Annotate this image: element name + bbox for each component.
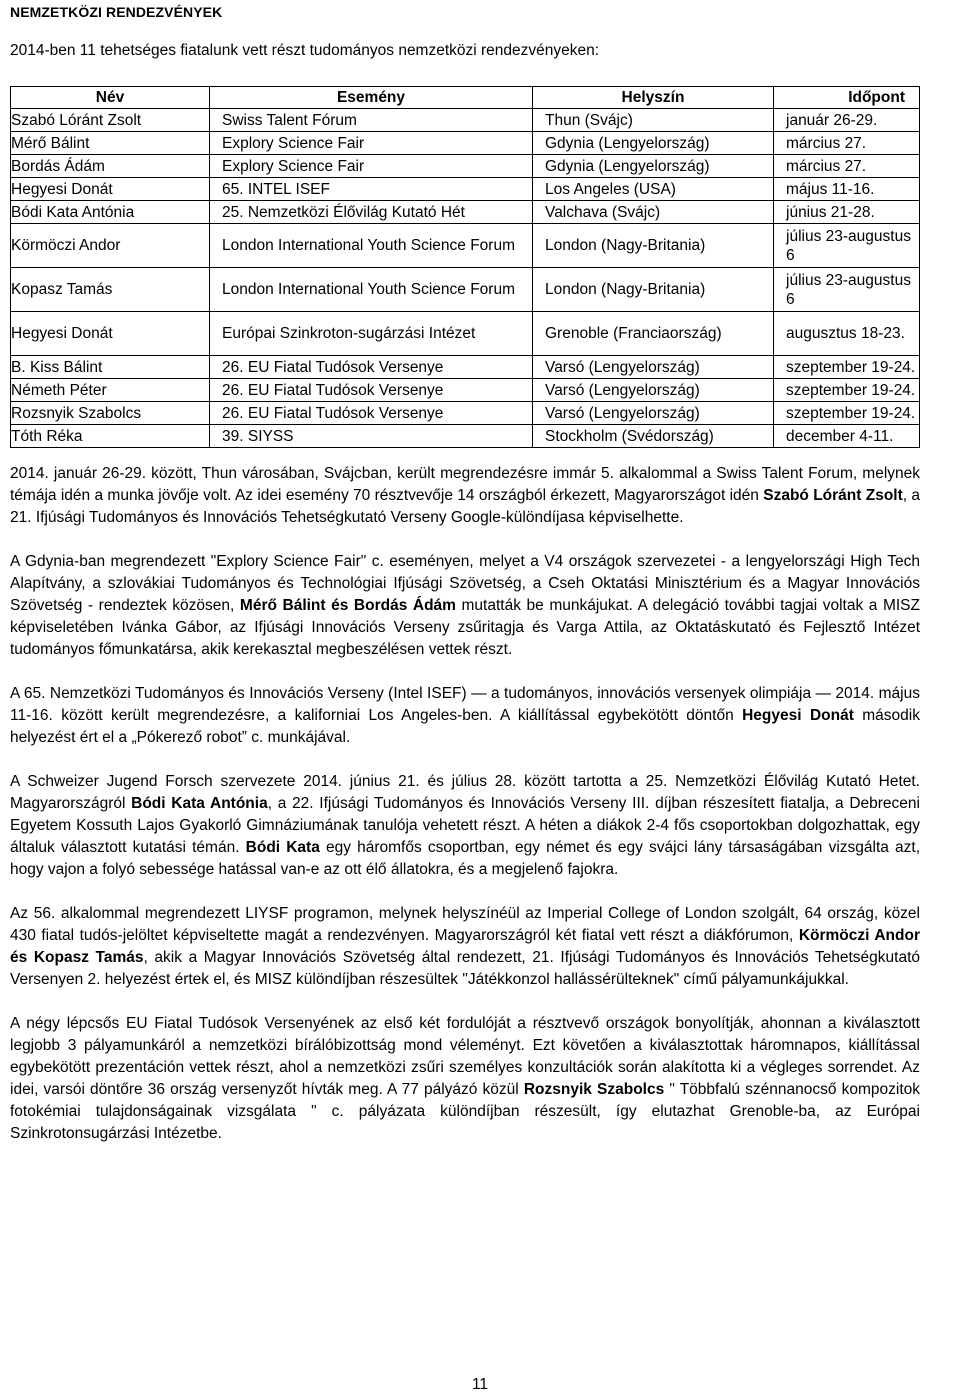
bold-name: Szabó Lóránt Zsolt <box>763 487 903 504</box>
bold-name: Hegyesi Donát <box>742 707 854 724</box>
table-row <box>11 379 920 402</box>
cell-location: Valchava (Svájc) <box>533 201 774 224</box>
cell-event: 25. Nemzetközi Élővilág Kutató Hét <box>210 201 533 224</box>
cell-name: Szabó Lóránt Zsolt <box>11 109 210 132</box>
cell-name: Bordás Ádám <box>11 155 210 178</box>
cell-name: Hegyesi Donát <box>11 312 210 356</box>
text-run: második helyezést ért el a „Pókerező robot” c. munkájával. <box>10 707 920 746</box>
cell-name: Rozsnyik Szabolcs <box>11 402 210 425</box>
cell-name: Mérő Bálint <box>11 132 210 155</box>
cell-event: London International Youth Science Forum <box>210 268 533 312</box>
cell-location: London (Nagy-Britania) <box>533 224 774 268</box>
text-run: A Schweizer Jugend Forsch szervezete 2014. június 21. és július 28. között tartotta a 25. Nemzetközi Élővilág Kutató Hetet. Magyarországról <box>10 773 920 812</box>
cell-name: Bódi Kata Antónia <box>11 201 210 224</box>
cell-location: Thun (Svájc) <box>533 109 774 132</box>
cell-date: július 23-augustus 6 <box>774 268 920 312</box>
text-run: , a 21. Ifjúsági Tudományos és Innovációs Tehetségkutató Verseny Google-különdíjasa képviselhette. <box>10 487 921 526</box>
cell-event: Swiss Talent Fórum <box>210 109 533 132</box>
paragraph-swiss-talent <box>10 463 920 529</box>
cell-date: augusztus 18-23. <box>774 312 920 356</box>
page-number: 11 <box>471 1376 489 1393</box>
cell-event: Európai Szinkroton-sugárzási Intézet <box>210 312 533 356</box>
table-row <box>11 109 920 132</box>
events-table <box>10 86 920 448</box>
table-header-row <box>11 87 920 109</box>
text-run: A Gdynia-ban megrendezett "Explory Science Fair" c. eseményen, melyet a V4 országok szervezetei - a lengyelországi High Tech Alapítvány, a szlovákiai Tudományos és Technológiai Ifjúsági Szövetség, a Cseh Oktatási Minisztérium és a Magyar Innovációs Szövetség - rendeztek közösen, <box>10 553 920 614</box>
header-helyszin: Helyszín <box>533 87 774 109</box>
bold-name: Bódi Kata <box>245 839 320 856</box>
cell-name: Hegyesi Donát <box>11 178 210 201</box>
cell-event: 26. EU Fiatal Tudósok Versenye <box>210 379 533 402</box>
paragraph-schweizer <box>10 771 920 881</box>
cell-date: július 23-augustus 6 <box>774 224 920 268</box>
cell-event: London International Youth Science Forum <box>210 224 533 268</box>
events-table-body <box>11 109 920 448</box>
text-run: Az 56. alkalommal megrendezett LIYSF programon, melynek helyszínéül az Imperial College of London szolgált, 64 ország, közel 430 fiatal tudós-jelöltet képviseltette magát a rendezvényen. Magyarországról két fiatal vett részt a diákfórumon, <box>10 905 920 944</box>
text-run: mutatták be munkájukat. A delegáció további tagjai voltak a MISZ képviseletében Ivánka Gábor, az Ifjúsági Innovációs Verseny zsűritagja és Varga Attila, az Oktatáskutató és Fejlesztő Intézet tudományos főmunkatársa, akik kerekasztal megbeszélésen vettek részt. <box>10 597 920 658</box>
cell-name: B. Kiss Bálint <box>11 356 210 379</box>
paragraph-liysf <box>10 903 920 991</box>
text-run: , akik a Magyar Innovációs Szövetség által rendezett, 21. Ifjúsági Tudományos és Innovációs Tehetségkutató Versenyen 2. helyezést értek el, és MISZ különdíjban részesültek "Játékkonzol hallássérülteknek" című pályamunkájukkal. <box>10 949 920 988</box>
section-title: NEMZETKÖZI RENDEZVÉNYEK <box>10 4 223 20</box>
text-run: A négy lépcsős EU Fiatal Tudósok Versenyének az első két fordulóját a résztvevő országok bonyolítják, ahonnan a kiválasztott legjobb 3 pályamunkáról a nemzetközi bírálóbizottság mond véleményt. Ezt követően a kiválasztottak háromnapos, kiállítással egybekötött prezentáción vettek részt, ahol a nemzetközi zsűri személyes konzultációk során alakította ki a végleges sorrendet. Az idei, varsói döntőre 36 ország versenyzőt hívták meg. A 77 pályázó közül <box>10 1015 920 1098</box>
text-run: egy háromfős csoportban, egy német és egy svájci lány társaságában vizsgálta azt, hogy vajon a folyó sebessége hatással van-e az ott élő állatokra, és a megjelenő fajokra. <box>10 839 920 878</box>
table-row <box>11 224 920 268</box>
bold-name: Bódi Kata Antónia <box>131 795 268 812</box>
cell-date: március 27. <box>774 155 920 178</box>
bold-name: Körmöczi Andor és Kopasz Tamás <box>10 927 920 966</box>
table-row <box>11 425 920 448</box>
cell-event: 65. INTEL ISEF <box>210 178 533 201</box>
cell-location: Gdynia (Lengyelország) <box>533 132 774 155</box>
cell-name: Kopasz Tamás <box>11 268 210 312</box>
cell-date: december 4-11. <box>774 425 920 448</box>
cell-location: Varsó (Lengyelország) <box>533 356 774 379</box>
table-row <box>11 178 920 201</box>
table-row <box>11 155 920 178</box>
table-row <box>11 356 920 379</box>
table-row <box>11 132 920 155</box>
text-run: " Többfalú szénnanocső kompozitok fotokémiai tulajdonságainak vizsgálata " c. pályázata különdíjban részesült, így elutazhat Grenoble-ba, az Európai Szinkrotonsugárzási Intézetbe. <box>10 1081 921 1142</box>
cell-name: Tóth Réka <box>11 425 210 448</box>
cell-event: Explory Science Fair <box>210 155 533 178</box>
cell-event: Explory Science Fair <box>210 132 533 155</box>
cell-location: London (Nagy-Britania) <box>533 268 774 312</box>
cell-event: 39. SIYSS <box>210 425 533 448</box>
bold-name: Rozsnyik Szabolcs <box>523 1081 665 1098</box>
cell-date: március 27. <box>774 132 920 155</box>
cell-location: Varsó (Lengyelország) <box>533 402 774 425</box>
header-nev: Név <box>11 87 210 109</box>
cell-location: Los Angeles (USA) <box>533 178 774 201</box>
cell-date: szeptember 19-24. <box>774 356 920 379</box>
header-idopont: Időpont <box>774 87 920 109</box>
paragraph-eucys <box>10 1013 920 1145</box>
cell-date: szeptember 19-24. <box>774 379 920 402</box>
cell-location: Gdynia (Lengyelország) <box>533 155 774 178</box>
cell-date: szeptember 19-24. <box>774 402 920 425</box>
table-row <box>11 402 920 425</box>
cell-name: Németh Péter <box>11 379 210 402</box>
text-run: 2014. január 26-29. között, Thun városában, Svájcban, került megrendezésre immár 5. alkalommal a Swiss Talent Forum, melynek témája idén a munka jövője volt. Az idei esemény 70 résztvevője 14 országból érkezett, Magyarországot idén <box>10 465 920 504</box>
table-row <box>11 201 920 224</box>
header-esemeny: Esemény <box>210 87 533 109</box>
paragraph-explory <box>10 551 920 661</box>
cell-location: Varsó (Lengyelország) <box>533 379 774 402</box>
body-text <box>10 463 920 1145</box>
intro-text: 2014-ben 11 tehetséges fiatalunk vett részt tudományos nemzetközi rendezvényeken: <box>10 42 600 59</box>
cell-event: 26. EU Fiatal Tudósok Versenye <box>210 402 533 425</box>
cell-date: január 26-29. <box>774 109 920 132</box>
cell-location: Stockholm (Svédország) <box>533 425 774 448</box>
table-row <box>11 268 920 312</box>
table-row <box>11 312 920 356</box>
paragraph-isef <box>10 683 920 749</box>
cell-date: június 21-28. <box>774 201 920 224</box>
cell-name: Körmöczi Andor <box>11 224 210 268</box>
text-run: , a 22. Ifjúsági Tudományos és Innovációs Verseny III. díjban részesített fiatalja, a Debreceni Egyetem Kossuth Lajos Gyakorló Gimnáziumának tanulója vehetett részt. A héten a diákok 2-4 fős csoportokban dolgozhattak, egy általuk választott kutatási témán. <box>10 795 920 856</box>
bold-name: Mérő Bálint és Bordás Ádám <box>239 597 456 614</box>
cell-date: május 11-16. <box>774 178 920 201</box>
text-run: A 65. Nemzetközi Tudományos és Innovációs Verseny (Intel ISEF) ― a tudományos, innovációs versenyek olimpiája ― 2014. május 11-16. között került megrendezésre, a kaliforniai Los Angeles-ben. A kiállítással egybekötött döntőn <box>10 685 920 724</box>
cell-location: Grenoble (Franciaország) <box>533 312 774 356</box>
cell-event: 26. EU Fiatal Tudósok Versenye <box>210 356 533 379</box>
